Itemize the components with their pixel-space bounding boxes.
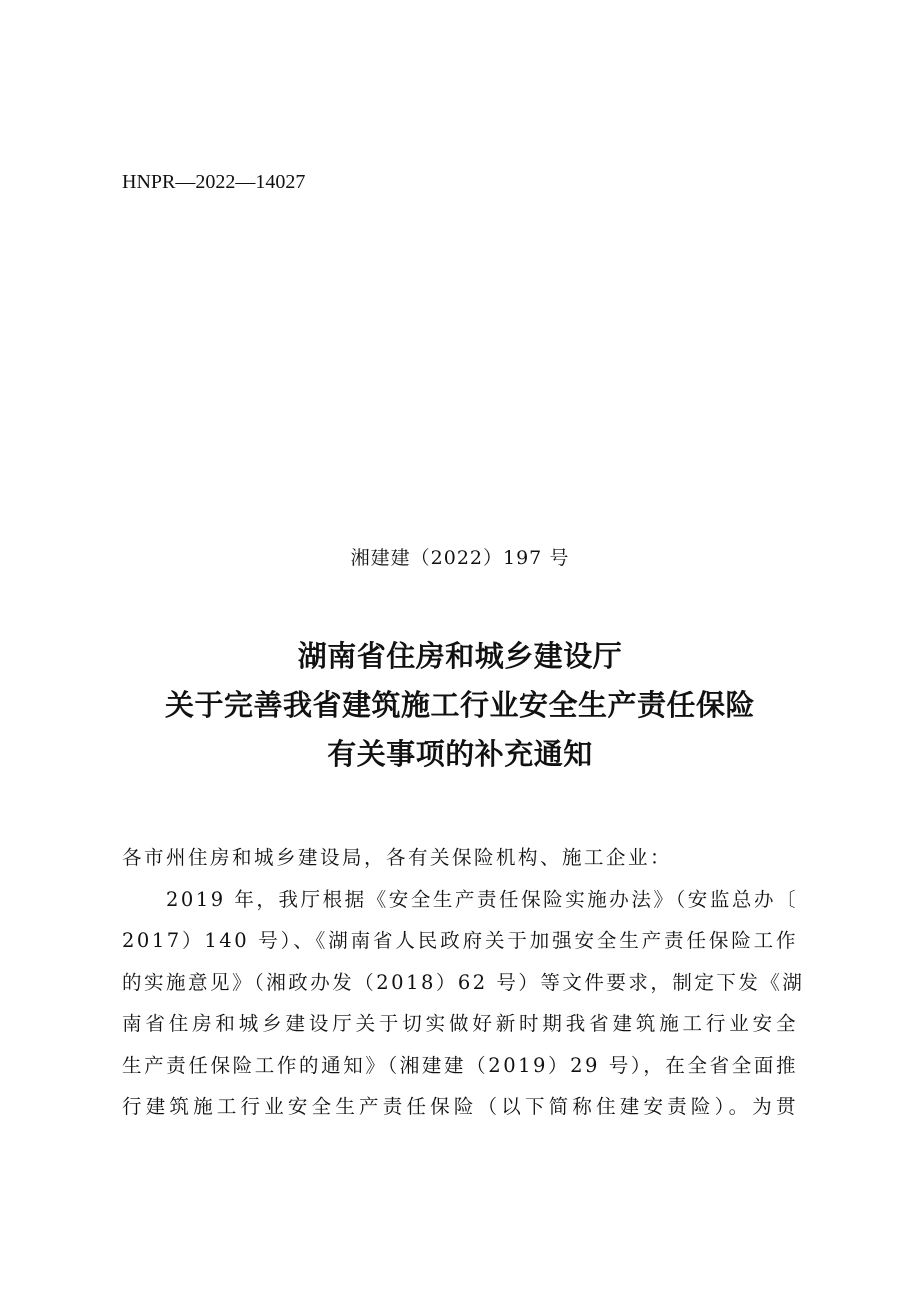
document-number: 湘建建（2022）197 号 xyxy=(350,547,570,569)
title-line: 湖南省住房和城乡建设厅 xyxy=(297,639,623,673)
salutation: 各市州住房和城乡建设局，各有关保险机构、施工企业： xyxy=(122,846,673,869)
title-line: 关于完善我省建筑施工行业安全生产责任保险 xyxy=(164,688,755,722)
document-title xyxy=(0,632,920,779)
paragraph-line: 南省住房和城乡建设厅关于切实做好新时期我省建筑施工行业安全 xyxy=(122,1012,798,1035)
paragraph-line: 行建筑施工行业安全生产责任保险（以下简称住建安责险）。为贯 xyxy=(122,1095,798,1118)
title-line: 有关事项的补充通知 xyxy=(327,737,593,771)
paragraph-line: 的实施意见》（湘政办发（2018）62 号）等文件要求，制定下发《湖 xyxy=(122,970,805,994)
document-serial-code: HNPR—2022—14027 xyxy=(122,171,306,193)
paragraph-line: 2017）140 号）、《湖南省人民政府关于加强安全生产责任保险工作 xyxy=(122,929,798,952)
paragraph-line: 生产责任保险工作的通知》（湘建建（2019）29 号），在全省全面推 xyxy=(122,1053,798,1077)
document-body xyxy=(122,837,805,1128)
paragraph-line: 2019 年，我厅根据《安全生产责任保险实施办法》（安监总办〔 xyxy=(166,887,798,911)
